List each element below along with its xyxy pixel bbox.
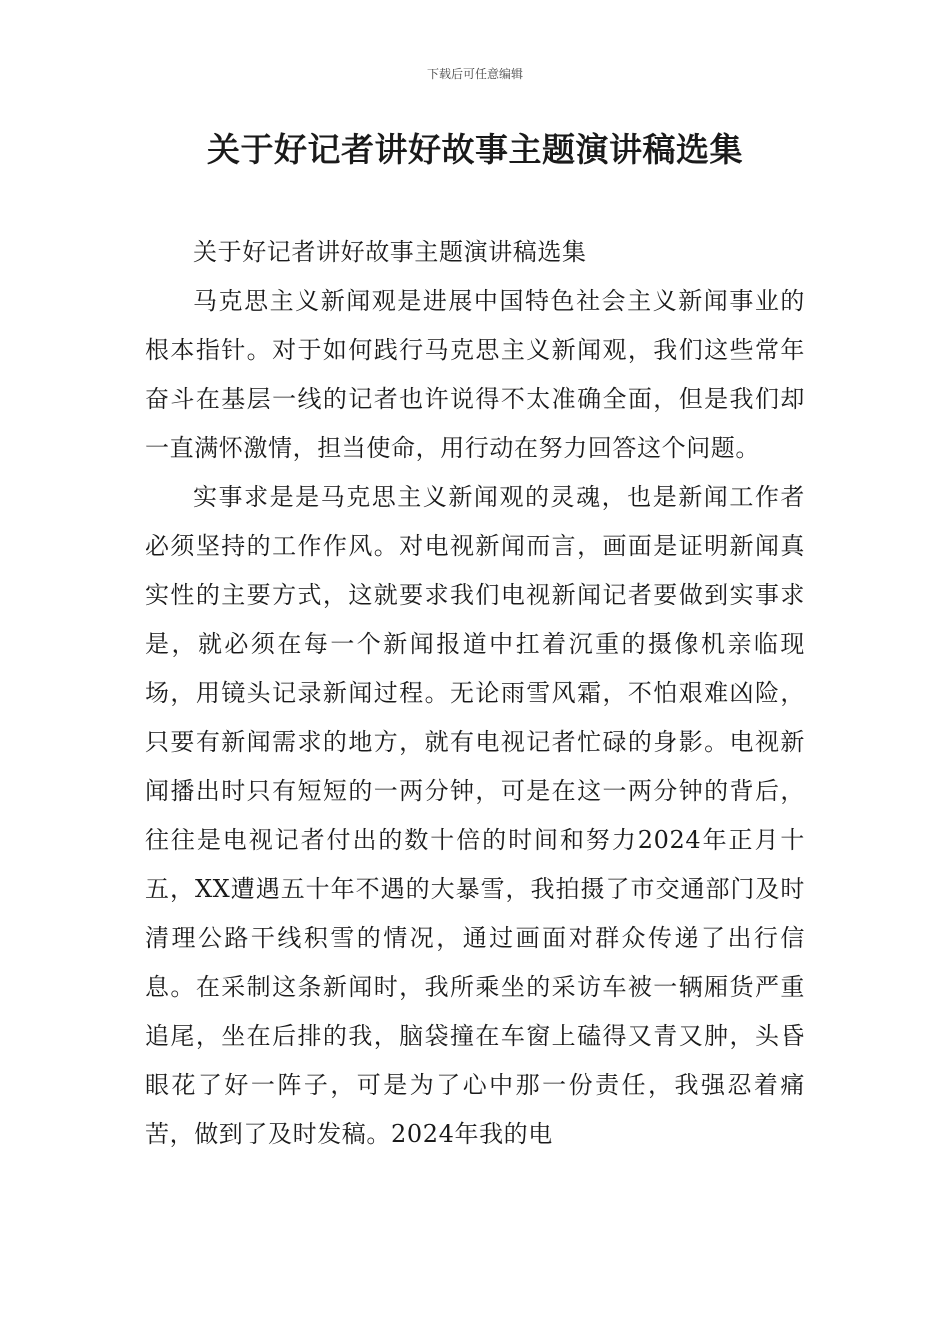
document-title: 关于好记者讲好故事主题演讲稿选集 [207,130,743,169]
paragraph-subtitle: 关于好记者讲好故事主题演讲稿选集 [193,238,587,266]
paragraph: 实事求是是马克思主义新闻观的灵魂，也是新闻工作者必须坚持的工作作风。对电视新闻而言，画面是证明新闻真实性的主要方式，这就要求我们电视新闻记者要做到实事求是，就必须在每一个新闻报道中扛着沉重的摄像机亲临现场，用镜头记录新闻过程。无论雨雪风霜，不怕艰难凶险，只要有新闻需求的地方，就有电视记者忙碌的身影。电视新闻播出时只有短短的一两分钟，可是在这一两分钟的背后，往往是电视记者付出的数十倍的时间和努力2024年正月十五，XX遭遇五十年不遇的大暴雪，我拍摄了市交通部门及时清理公路干线积雪的情况，通过画面对群众传递了出行信息。在采制这条新闻时，我所乘坐的采访车被一辆厢货严重追尾，坐在后排的我，脑袋撞在车窗上磕得又青又肿，头昏眼花了好一阵子，可是为了心中那一份责任，我强忍着痛苦，做到了及时发稿。2024年我的电 [145,483,805,1148]
document-body [145,228,805,1159]
page-header-note: 下载后可任意编辑 [426,67,523,81]
paragraph: 马克思主义新闻观是进展中国特色社会主义新闻事业的根本指针。对于如何践行马克思主义新闻观，我们这些常年奋斗在基层一线的记者也许说得不太准确全面，但是我们却一直满怀激情，担当使命，用行动在努力回答这个问题。 [145,287,805,462]
